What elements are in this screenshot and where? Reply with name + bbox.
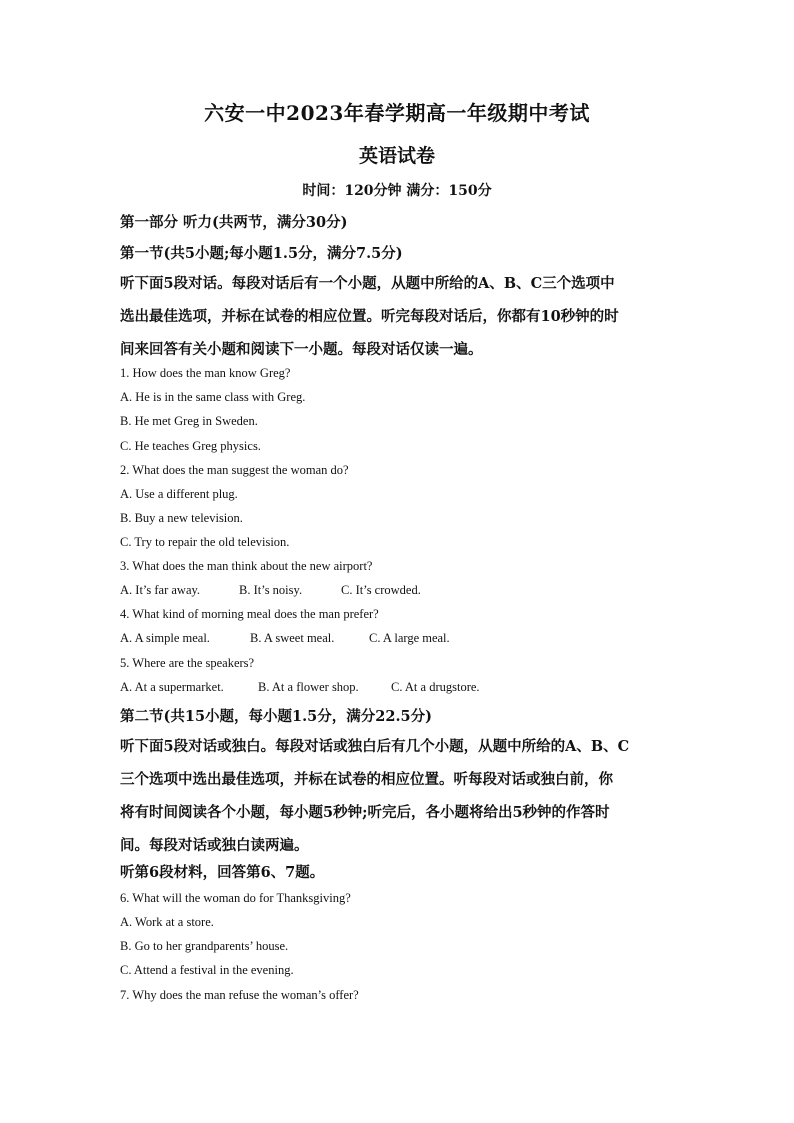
- question-4-options: [120, 631, 450, 646]
- material-6-heading: 听第6段材料，回答第6、7题。: [120, 864, 325, 881]
- exam-subtitle: 英语试卷: [358, 145, 435, 167]
- exam-meta: 时间：120分钟 满分：150分: [302, 183, 492, 199]
- question-1-option-b: B. He met Greg in Sweden.: [120, 414, 258, 428]
- exam-title: 六安一中2023年春学期高一年级期中考试: [204, 101, 590, 125]
- question-2: 2. What does the man suggest the woman do?: [120, 463, 349, 477]
- question-6-option-a: A. Work at a store.: [120, 915, 214, 929]
- question-1-option-c: C. He teaches Greg physics.: [120, 439, 261, 453]
- section2-instructions: [120, 730, 690, 862]
- instruction-line: 将有时间阅读各个小题，每小题5秒钟;听完后，各小题将给出5秒钟的作答时: [120, 804, 610, 821]
- question-3-option-a: A. It’s far away.: [120, 583, 201, 597]
- question-2-option-b: B. Buy a new television.: [120, 511, 243, 525]
- section1-instructions: [120, 267, 690, 366]
- question-3: 3. What does the man think about the new airport?: [120, 559, 373, 573]
- instruction-line: 听下面5段对话。每段对话后有一个小题，从题中所给的A、B、C三个选项中: [120, 275, 615, 292]
- section1-heading: 第一节(共5小题;每小题1.5分，满分7.5分): [120, 245, 403, 262]
- instruction-line: 听下面5段对话或独白。每段对话或独白后有几个小题，从题中所给的A、B、C: [120, 738, 630, 755]
- instruction-line: 三个选项中选出最佳选项，并标在试卷的相应位置。听每段对话或独白前，你: [120, 771, 613, 788]
- part1-heading: 第一部分 听力(共两节，满分30分): [120, 214, 348, 231]
- question-4: 4. What kind of morning meal does the man prefer?: [120, 607, 379, 621]
- question-6-option-c: C. Attend a festival in the evening.: [120, 963, 294, 977]
- question-5-option-a: A. At a supermarket.: [120, 680, 224, 694]
- question-5-options: [120, 680, 480, 695]
- question-3-options: [120, 583, 421, 598]
- question-2-option-c: C. Try to repair the old television.: [120, 535, 290, 549]
- question-3-option-b: B. It’s noisy.: [239, 583, 303, 597]
- question-3-option-c: C. It’s crowded.: [341, 583, 421, 597]
- question-4-option-a: A. A simple meal.: [120, 631, 210, 645]
- question-7: 7. Why does the man refuse the woman’s offer?: [120, 988, 359, 1002]
- question-5-option-b: B. At a flower shop.: [258, 680, 359, 694]
- question-1-option-a: A. He is in the same class with Greg.: [120, 390, 306, 404]
- question-4-option-c: C. A large meal.: [369, 631, 450, 645]
- instruction-line: 选出最佳选项，并标在试卷的相应位置。听完每段对话后，你都有10秒钟的时: [120, 308, 619, 325]
- question-6-option-b: B. Go to her grandparents’ house.: [120, 939, 289, 953]
- section2-heading: 第二节(共15小题，每小题1.5分，满分22.5分): [120, 708, 432, 725]
- question-2-option-a: A. Use a different plug.: [120, 487, 238, 501]
- question-6: 6. What will the woman do for Thanksgiving?: [120, 891, 351, 905]
- question-5: 5. Where are the speakers?: [120, 656, 255, 670]
- question-1: 1. How does the man know Greg?: [120, 366, 291, 380]
- instruction-line: 间。每段对话或独白读两遍。: [120, 837, 309, 854]
- question-4-option-b: B. A sweet meal.: [250, 631, 335, 645]
- instruction-line: 间来回答有关小题和阅读下一小题。每段对话仅读一遍。: [120, 341, 483, 358]
- question-5-option-c: C. At a drugstore.: [391, 680, 480, 694]
